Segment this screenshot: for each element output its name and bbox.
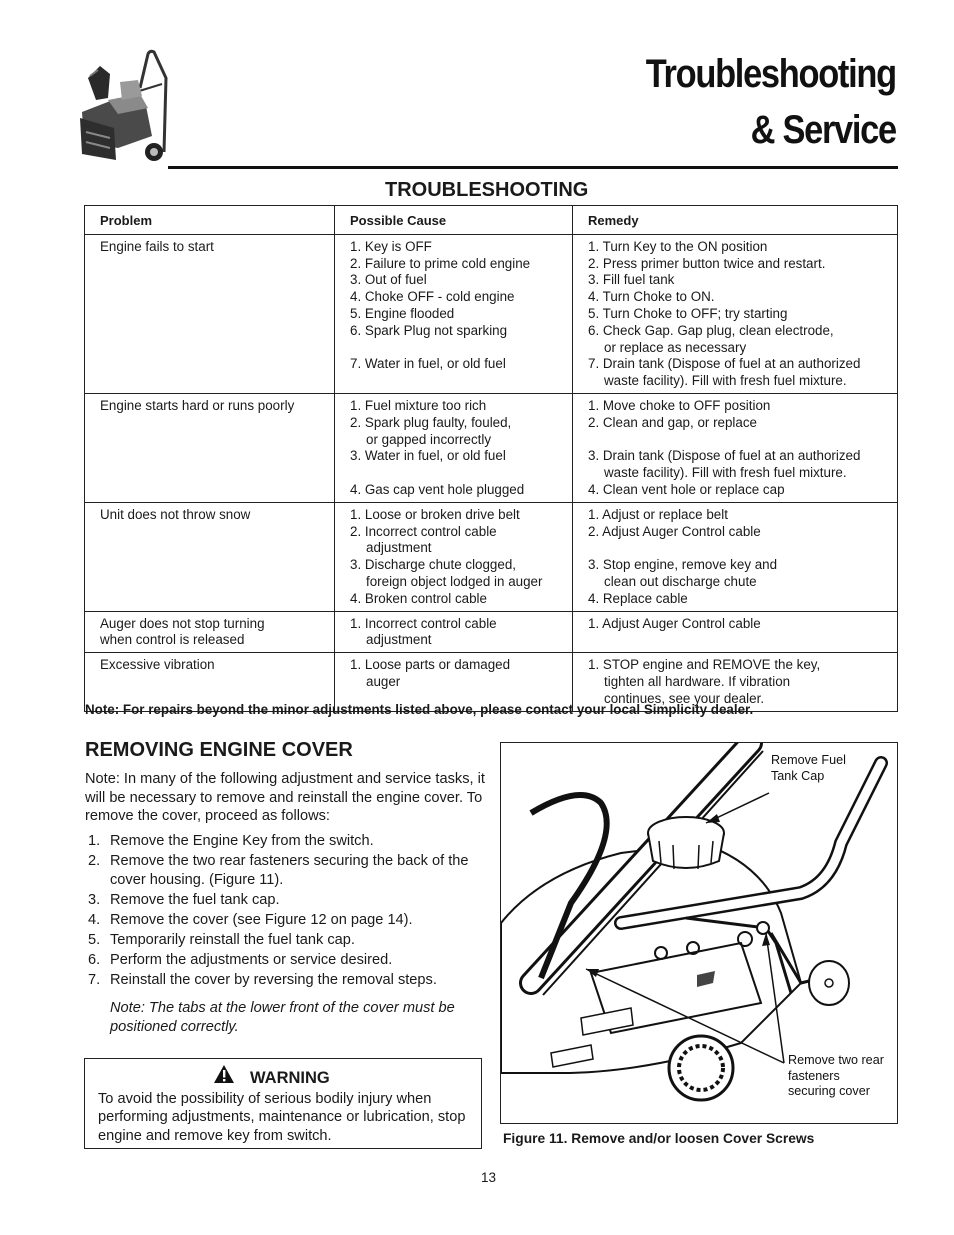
cell-line: 1. Loose or broken drive belt bbox=[350, 506, 520, 522]
column-header-cause: Possible Cause bbox=[335, 206, 573, 235]
cell-line: 3. Out of fuel bbox=[350, 272, 427, 288]
remedy-cell bbox=[573, 393, 898, 502]
table-header-row bbox=[85, 206, 898, 235]
cell-line: auger bbox=[366, 673, 401, 689]
step-number: 1. bbox=[88, 833, 101, 849]
figure-caption: Figure 11. Remove and/or loosen Cover Screws bbox=[503, 1131, 815, 1146]
label-remove-fuel-tank-cap: Remove Fuel Tank Cap bbox=[771, 753, 846, 783]
step-text: Temporarily reinstall the fuel tank cap. bbox=[110, 931, 355, 948]
cell-line: 4. Clean vent hole or replace cap bbox=[588, 481, 785, 497]
step-text: Remove the fuel tank cap. bbox=[110, 891, 280, 908]
cell-line: 1. Adjust or replace belt bbox=[588, 506, 728, 522]
cause-cell bbox=[335, 502, 573, 611]
cell-line: 4. Replace cable bbox=[588, 590, 688, 606]
step-text: Remove the Engine Key from the switch. bbox=[110, 833, 374, 849]
cell-line: 4. Gas cap vent hole plugged bbox=[350, 481, 525, 497]
cell-line: Engine starts hard or runs poorly bbox=[100, 397, 295, 413]
list-item bbox=[85, 891, 485, 910]
cell-line bbox=[350, 465, 566, 482]
cell-line: Auger does not stop turning bbox=[100, 615, 265, 631]
cell-line: 2. Incorrect control cable bbox=[350, 523, 497, 539]
cell-line: 3. Fill fuel tank bbox=[588, 272, 675, 288]
list-item bbox=[85, 852, 485, 889]
snowblower-icon bbox=[78, 48, 170, 170]
cell-line: Unit does not throw snow bbox=[100, 506, 251, 522]
removing-cover-intro: Note: In many of the following adjustment and service tasks, it will be necessary to remove and reinstall the engine cover. To remove the cover, proceed as follows: bbox=[85, 771, 485, 824]
cell-line: 5. Turn Choke to OFF; try starting bbox=[588, 305, 788, 321]
cell-line: 4. Turn Choke to ON. bbox=[588, 289, 715, 305]
cell-line: 7. Drain tank (Dispose of fuel at an authorized bbox=[588, 356, 861, 372]
table-row bbox=[85, 611, 898, 653]
list-item bbox=[85, 931, 485, 950]
warning-triangle-icon bbox=[213, 1064, 235, 1084]
cell-line: 2. Press primer button twice and restart. bbox=[588, 255, 826, 271]
cell-line: 4. Broken control cable bbox=[350, 590, 487, 606]
removing-cover-note: Note: The tabs at the lower front of the cover must be positioned correctly. bbox=[110, 1000, 455, 1035]
cell-line: 3. Discharge chute clogged, bbox=[350, 557, 516, 573]
table-row bbox=[85, 234, 898, 393]
problem-cell bbox=[85, 502, 335, 611]
cell-line: 2. Clean and gap, or replace bbox=[588, 414, 757, 430]
cell-line: 2. Adjust Auger Control cable bbox=[588, 523, 761, 539]
step-number: 7. bbox=[88, 971, 101, 988]
cell-line: 7. Water in fuel, or old fuel bbox=[350, 356, 506, 372]
cell-line: or replace as necessary bbox=[604, 339, 747, 355]
step-text: Remove the cover (see Figure 12 on page 14). bbox=[110, 911, 413, 928]
cell-line: 1. Move choke to OFF position bbox=[588, 397, 771, 413]
remedy-cell bbox=[573, 502, 898, 611]
cell-line: or gapped incorrectly bbox=[366, 431, 492, 447]
cell-line: adjustment bbox=[366, 632, 432, 648]
list-item bbox=[85, 971, 485, 990]
cell-line: 2. Failure to prime cold engine bbox=[350, 255, 531, 271]
troubleshooting-heading: TROUBLESHOOTING bbox=[385, 179, 589, 201]
cause-cell bbox=[335, 611, 573, 653]
warning-box bbox=[84, 1058, 482, 1149]
step-text: Perform the adjustments or service desired. bbox=[110, 951, 393, 968]
step-text: Reinstall the cover by reversing the removal steps. bbox=[110, 971, 437, 988]
cell-line bbox=[350, 340, 566, 357]
problem-cell bbox=[85, 393, 335, 502]
cell-line: foreign object lodged in auger bbox=[366, 573, 543, 589]
cell-line: when control is released bbox=[100, 632, 245, 648]
page-number: 13 bbox=[481, 1170, 497, 1185]
page-title-line2: & Service bbox=[750, 108, 896, 152]
cell-line: 1. Incorrect control cable bbox=[350, 615, 497, 631]
cell-line: waste facility). Fill with fresh fuel mixture. bbox=[604, 465, 847, 481]
warning-title: WARNING bbox=[250, 1069, 330, 1087]
step-number: 5. bbox=[88, 931, 101, 948]
remedy-cell bbox=[573, 234, 898, 393]
cell-line bbox=[588, 540, 891, 557]
cause-cell bbox=[335, 234, 573, 393]
step-number: 2. bbox=[88, 853, 101, 869]
cell-line: 4. Choke OFF - cold engine bbox=[350, 289, 515, 305]
cell-line: 3. Stop engine, remove key and bbox=[588, 557, 778, 573]
section-heading-removing-cover: REMOVING ENGINE COVER bbox=[85, 739, 353, 761]
list-item bbox=[85, 911, 485, 930]
remedy-cell bbox=[573, 611, 898, 653]
cell-line: tighten all hardware. If vibration bbox=[604, 673, 791, 689]
column-header-remedy: Remedy bbox=[573, 206, 898, 235]
figure-11 bbox=[500, 742, 898, 1124]
cell-line: 2. Spark plug faulty, fouled, bbox=[350, 414, 512, 430]
cell-line: 3. Drain tank (Dispose of fuel at an authorized bbox=[588, 448, 861, 464]
problem-cell bbox=[85, 234, 335, 393]
step-text: Remove the two rear fasteners securing the back of the cover housing. (Figure 11). bbox=[110, 853, 469, 888]
cell-line: 1. Adjust Auger Control cable bbox=[588, 615, 761, 631]
column-header-problem: Problem bbox=[85, 206, 335, 235]
cell-line: 1. Fuel mixture too rich bbox=[350, 397, 487, 413]
cell-line: 1. Loose parts or damaged bbox=[350, 657, 511, 673]
step-number: 4. bbox=[88, 911, 101, 928]
cell-line: waste facility). Fill with fresh fuel mixture. bbox=[604, 373, 847, 389]
cell-line: 1. STOP engine and REMOVE the key, bbox=[588, 657, 821, 673]
cell-line: 1. Turn Key to the ON position bbox=[588, 238, 768, 254]
step-number: 3. bbox=[88, 891, 101, 908]
list-item bbox=[85, 832, 485, 851]
cell-line: clean out discharge chute bbox=[604, 573, 757, 589]
table-row bbox=[85, 502, 898, 611]
table-note: Note: For repairs beyond the minor adjustments listed above, please contact your local Simplicity dealer. bbox=[85, 702, 754, 717]
problem-cell bbox=[85, 611, 335, 653]
list-item bbox=[85, 951, 485, 970]
table-row bbox=[85, 393, 898, 502]
cause-cell bbox=[335, 393, 573, 502]
cell-line: Excessive vibration bbox=[100, 657, 215, 673]
label-remove-rear-fasteners: Remove two rear fasteners securing cover bbox=[788, 1053, 884, 1099]
cell-line: 3. Water in fuel, or old fuel bbox=[350, 448, 506, 464]
cell-line: Engine fails to start bbox=[100, 238, 214, 254]
cell-line: continues, see your dealer. bbox=[604, 690, 765, 706]
cell-line: 6. Check Gap. Gap plug, clean electrode, bbox=[588, 322, 834, 338]
cell-line: 1. Key is OFF bbox=[350, 238, 432, 254]
page-title-line1: Troubleshooting bbox=[645, 52, 896, 96]
removing-cover-steps bbox=[85, 832, 485, 991]
troubleshooting-table bbox=[84, 205, 898, 712]
cell-line: 5. Engine flooded bbox=[350, 305, 455, 321]
step-number: 6. bbox=[88, 951, 101, 968]
cell-line: adjustment bbox=[366, 540, 432, 556]
header-divider bbox=[168, 166, 898, 169]
warning-text: To avoid the possibility of serious bodily injury when performing adjustments, maintenance or lubrication, stop engine and remove key from switch. bbox=[98, 1091, 466, 1144]
cell-line bbox=[588, 432, 891, 449]
cell-line: 6. Spark Plug not sparking bbox=[350, 322, 508, 338]
